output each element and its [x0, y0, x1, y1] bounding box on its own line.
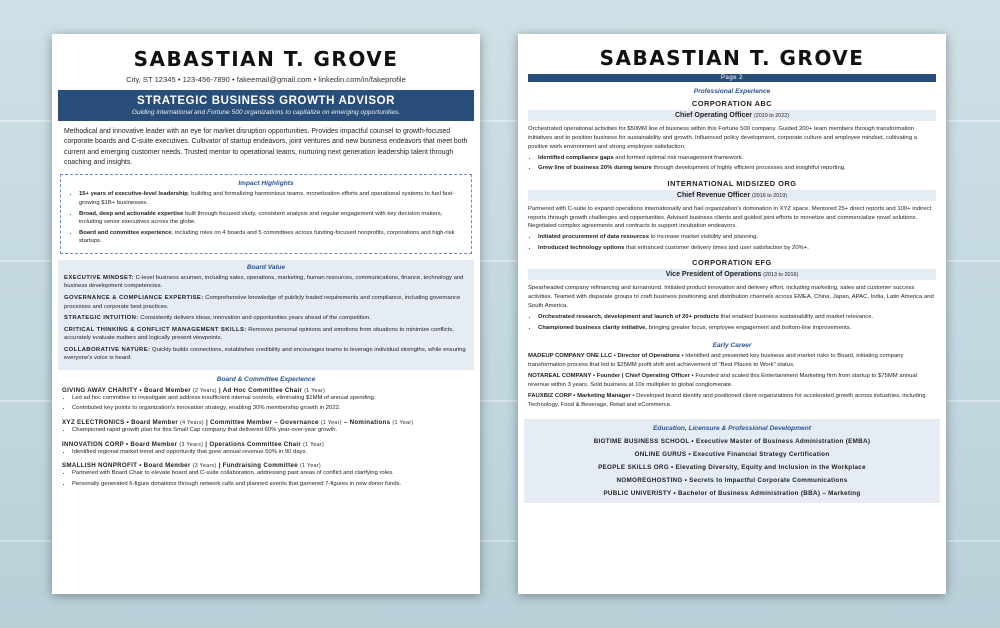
board-value-section — [58, 260, 474, 370]
impact-item: • 15+ years of executive-level leadership, building and formalizing harmonious teams, monetization efforts and operational systems to fuel fast-growing $1B+ businesses. — [79, 190, 463, 207]
board-bullet: • Identified regional market trend and opportunity that grew annual revenue 50% in 90 days. — [72, 448, 470, 457]
job-bullet: • Orchestrated research, development and launch of 20+ products that enabled business sustainability and market relevance. — [538, 313, 936, 322]
education-title: Education, Licensure & Professional Development — [653, 425, 811, 433]
headline-title: STRATEGIC BUSINESS GROWTH ADVISOR — [136, 95, 396, 107]
resume-page-2 — [518, 34, 946, 594]
company-name: INTERNATIONAL MIDSIZED ORG — [667, 178, 797, 188]
job-bullet: • Introduced technology options that enhanced customer delivery times and user satisfaction by 20%+. — [538, 244, 936, 253]
board-bullet: • Contributed key points to organization's innovation strategy, enabling 30% membership growth in 2022. — [72, 404, 470, 413]
education-item: PUBLIC UNIVERISTY • Bachelor of Business Administration (BBA) – Marketing — [603, 490, 861, 498]
company-name: CORPORATION EFG — [692, 258, 772, 268]
education-item: BIGTIME BUSINESS SCHOOL • Executive Master of Business Administration (EMBA) — [593, 438, 871, 446]
job-description: Orchestrated operational activities for $50MM line of business within this Fortune 500 company. Guided 200+ team members through transformation initiatives and to position business for sustainability and growth. Influenced policy development, corporate culture and employee mindset, cultivating a positive work environment and strong employee satisfaction. — [528, 126, 918, 150]
company-name: CORPORATION ABC — [691, 99, 773, 108]
early-career-title: Early Career — [712, 342, 752, 350]
education-section — [524, 419, 940, 503]
job-bullet: • Identified compliance gaps and formed optimal risk management framework. — [538, 154, 936, 163]
board-value-item: CRITICAL THINKING & CONFLICT MANAGEMENT SKILLS: Removes personal opinions and emotions from situations to minimize conflicts, accurately evaluate matters and logically present viewpoints. — [64, 326, 454, 342]
board-experience-section — [52, 376, 480, 488]
job-description: Partnered with C-suite to expand operations internationally and fuel organization's domination in XYZ space. Mentored 25+ direct reports and 100+ indirect reports through growth challenges and opportunities. Advised business clients and guided joint efforts to monetize and commercialize novel solutions. Negotiated complex agreements and contracts to support incubation endeavors. — [528, 205, 932, 230]
job-role-bar: Chief Operating Officer (2019 to 2022) — [528, 110, 936, 121]
impact-highlights-box — [60, 174, 472, 253]
early-career-item: FAUXBIZ CORP • Marketing Manager • Developed brand identity and positioned client organizations for accelerated growth across industries, including Technology, Food & Beverage, Retail and eCommerce. — [528, 393, 926, 408]
board-role-line: SMALLISH NONPROFIT • Board Member (3 Years) | Fundraising Committee (1 Year) — [62, 462, 321, 470]
board-value-item: GOVERNANCE & COMPLIANCE EXPERTISE: Comprehensive knowledge of publicly traded requirements and compliance, including governance processes and corporate best practices. — [64, 294, 461, 310]
candidate-name: SABASTIAN T. GROVE — [133, 47, 399, 71]
board-experience-title: Board & Committee Experience — [216, 375, 316, 383]
job-role-bar: Vice President of Operations (2013 to 2016) — [528, 269, 936, 280]
impact-item: • Board and committee experience, including roles on 4 boards and 5 committees across funding-focused nonprofits, corporations and high-risk startups. — [79, 229, 463, 246]
candidate-name: SABASTIAN T. GROVE — [599, 46, 865, 70]
early-career-item: NOTAREAL COMPANY • Founder | Chief Operating Officer • Founded and scaled this Entertainment Marketing firm from startup to $75MM annual revenue within 3 years. Sold business at 10x multiplier to global conglomerate. — [528, 373, 918, 388]
education-item: ONLINE GURUS • Executive Financial Strategy Certification — [634, 451, 830, 459]
job-bullet: • Initiated procurement of data resources to increase market visibility and planning. — [538, 233, 936, 242]
job-bullet: • Grew line of business 20% during tenure through development of highly efficient processes and insightful reporting. — [538, 164, 936, 173]
board-bullet: • Championed rapid growth plan for this Small Cap company that delivered 60% year-over-year growth. — [72, 426, 470, 435]
board-value-item: STRATEGIC INTUITION: Consistently delivers ideas, innovation and opportunities years ahead of the competition. — [64, 315, 371, 322]
summary-paragraph: Methodical and innovative leader with an eye for market disruption opportunities. Provides impactful counsel to growth-focused corporate boards and C-suite executives. Cultivator of startup endeavors, joint ventures and new business endeavors that meet both current and emerging customer needs. Trusted mentor to operational teams, nurturing next generation leadership talent through coaching and insights. — [64, 128, 468, 167]
board-bullet: • Led ad hoc committee to investigate and address insufficient internal controls, eliminating $1MM of annual spending. — [72, 394, 470, 403]
headline-banner — [58, 90, 474, 121]
education-item: PEOPLE SKILLS ORG • Elevating Diversity, Equity and Inclusion in the Workplace — [598, 464, 866, 472]
professional-experience-title: Professional Experience — [693, 88, 771, 95]
impact-highlights-title: Impact Highlights — [238, 180, 294, 188]
board-role-line: INNOVATION CORP • Board Member (3 Years) | Operations Committee Chair (1 Year) — [62, 440, 325, 448]
board-bullet: • Personally generated 6-figure donations through network calls and planned events that garnered 7-figures in new donor funds. — [72, 480, 470, 489]
board-role-line: GIVING AWAY CHARITY • Board Member (2 Years) | Ad Hoc Committee Chair (1 Year) — [62, 386, 326, 394]
board-value-title: Board Value — [246, 263, 286, 271]
early-career-section — [518, 352, 946, 409]
board-bullet: • Partnered with Board Chair to elevate board and C-suite collaboration, addressing past areas of conflict and clarifying roles. — [72, 469, 470, 478]
early-career-item: MADEUP COMPANY ONE LLC • Director of Operations • Identified and presented key business and market risks to Board, initiating company transformation process that led to $25MM profit shift and achievement of "Best Places to Work" status. — [528, 353, 904, 368]
board-role-line: XYZ ELECTRONICS • Board Member (4 Years) | Committee Member – Governance (1 Year) – Nominations (1 Year) — [62, 419, 414, 426]
job-bullet: • Championed business clarity initiative, bringing greater focus, employee engagement and bottom-line improvements. — [538, 324, 936, 333]
resume-page-1 — [52, 34, 480, 594]
headline-subtitle: Guiding international and Fortune 500 organizations to capitalize on emerging opportunities. — [131, 109, 401, 116]
job-role-bar: Chief Revenue Officer (2016 to 2019) — [528, 190, 936, 201]
page-number-bar: Page 2 — [528, 74, 936, 82]
board-value-item: COLLABORATIVE NATURE: Quickly builds connections, establishes credibility and encourages teams to leverage individual strengths, while ensuring everyone's voice is heard. — [64, 346, 466, 362]
board-value-item: EXECUTIVE MINDSET: C-level business acumen, including sales, operations, marketing, human resources, communications, finance, technology and business development competencies. — [64, 274, 464, 290]
impact-item: • Broad, deep and actionable expertise built through focused study, consistent analysis and regular engagement with key decision makers, including senior executives across the globe. — [79, 210, 463, 227]
contact-info: City, ST 12345 • 123-456-7890 • fakeemail@gmail.com • linkedin.com/in/fakeprofile — [126, 75, 406, 84]
education-item: NOMOREGHOSTING • Secrets to Impactful Corporate Communications — [616, 477, 848, 485]
job-description: Spearheaded company refinancing and turnaround. Initiated product innovation and delivery effort, including marketing, sales and customer success activities. Teamed with disparate groups to craft business positioning and distribution channels across EMEA, China, Japan, APAC, India, Latin America and South America. — [528, 285, 934, 310]
